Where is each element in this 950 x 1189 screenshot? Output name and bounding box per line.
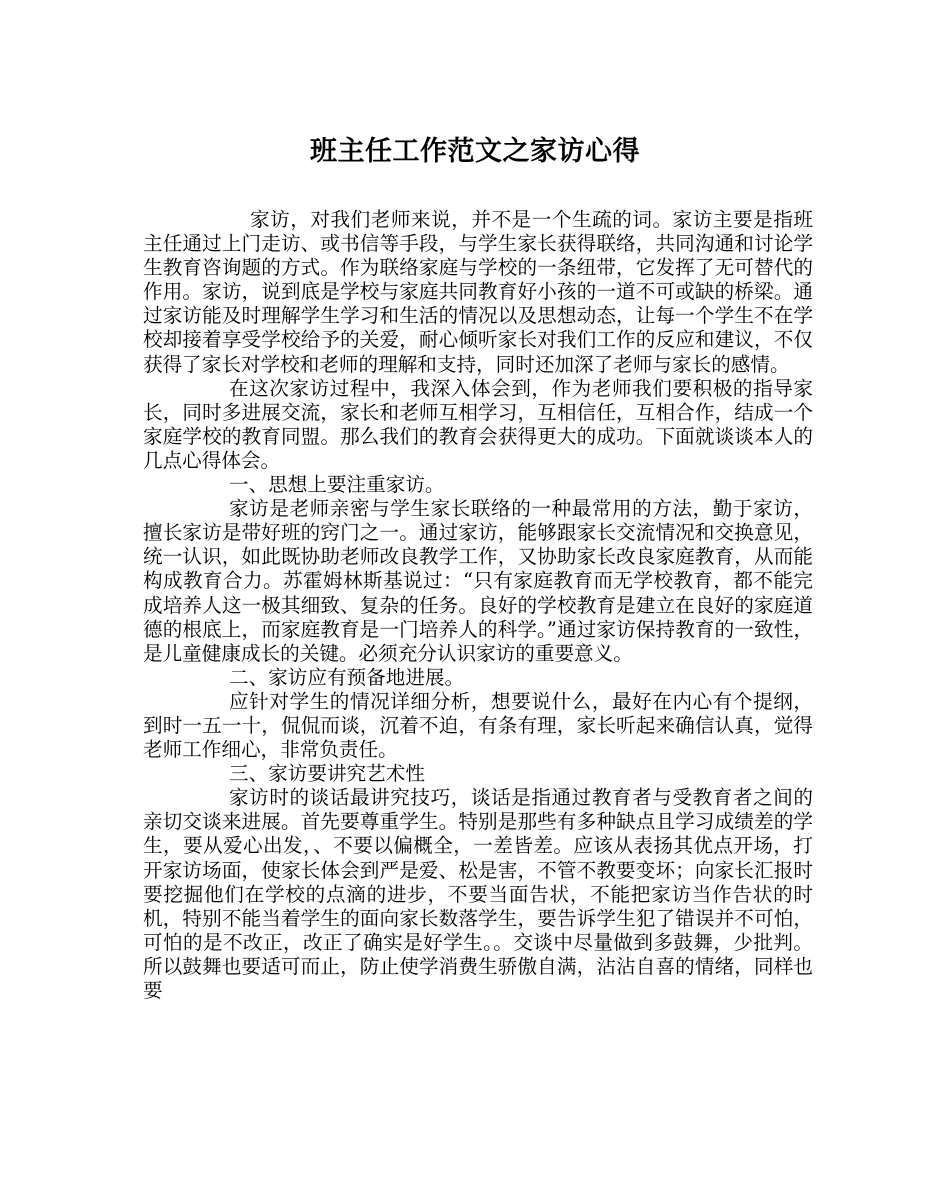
paragraph-intro: 家访，对我们老师来说，并不是一个生疏的词。家访主要是指班主任通过上门走访、或书信等手段，与学生家长获得联络，共同沟通和讨论学生教育咨询题的方式。作为联络家庭与学校的一条纽带，它发挥了无可替代的作用。家访，说到底是学校与家庭共同教育好小孩的一道不可或缺的桥梁。通过家访能及时理解学生学习和生活的情况以及思想动态，让每一个学生不在学校却接着享受学校给予的关爱，耐心倾听家长对我们工作的反应和建议，不仅获得了家长对学校和老师的理解和支持，同时还加深了老师与家长的感情。 [143, 208, 813, 376]
paragraph-section-1: 家访是老师亲密与学生家长联络的一种最常用的方法，勤于家访，擅长家访是带好班的窍门之一。通过家访，能够跟家长交流情况和交换意见，统一认识，如此既协助老师改良教学工作，又协助家长改良家庭教育，从而能构成教育合力。苏霍姆林斯基说过：“只有家庭教育而无学校教育，都不能完成培养人这一极其细致、复杂的任务。良好的学校教育是建立在良好的家庭道德的根底上，而家庭教育是一门培养人的科学。”通过家访保持教育的一致性，是儿童健康成长的关键。必须充分认识家访的重要意义。 [143, 497, 813, 665]
section-heading-3: 三、家访要讲究艺术性 [229, 762, 425, 786]
document-title: 班主任工作范文之家访心得 [310, 136, 640, 167]
paragraph-experience: 在这次家访过程中，我深入体会到，作为老师我们要积极的指导家长，同时多进展交流，家长和老师互相学习，互相信任，互相合作，结成一个家庭学校的教育同盟。那么我们的教育会获得更大的成功。下面就谈谈本人的几点心得体会。 [143, 376, 813, 472]
section-heading-1: 一、思想上要注重家访。 [229, 473, 445, 497]
section-heading-2: 二、家访应有预备地进展。 [229, 665, 465, 689]
document-body [143, 208, 813, 1003]
paragraph-section-3: 家访时的谈话最讲究技巧，谈话是指通过教育者与受教育者之间的亲切交谈来进展。首先要尊重学生。特别是那些有多种缺点且学习成绩差的学生，要从爱心出发，、不要以偏概全，一差皆差。应该从表扬其优点开场，打开家访场面，使家长体会到严是爱、松是害，不管不教要变坏；向家长汇报时要挖掘他们在学校的点滴的进步，不要当面告状，不能把家访当作告状的时机，特别不能当着学生的面向家长数落学生，要告诉学生犯了错误并不可怕，可怕的是不改正，改正了确实是好学生。。交谈中尽量做到多鼓舞，少批判。所以鼓舞也要适可而止，防止使学消费生骄傲自满，沾沾自喜的情绪，同样也要 [143, 786, 813, 1002]
paragraph-section-2: 应针对学生的情况详细分析，想要说什么，最好在内心有个提纲，到时一五一十，侃侃而谈，沉着不迫，有条有理，家长听起来确信认真，觉得老师工作细心，非常负责任。 [143, 689, 813, 762]
